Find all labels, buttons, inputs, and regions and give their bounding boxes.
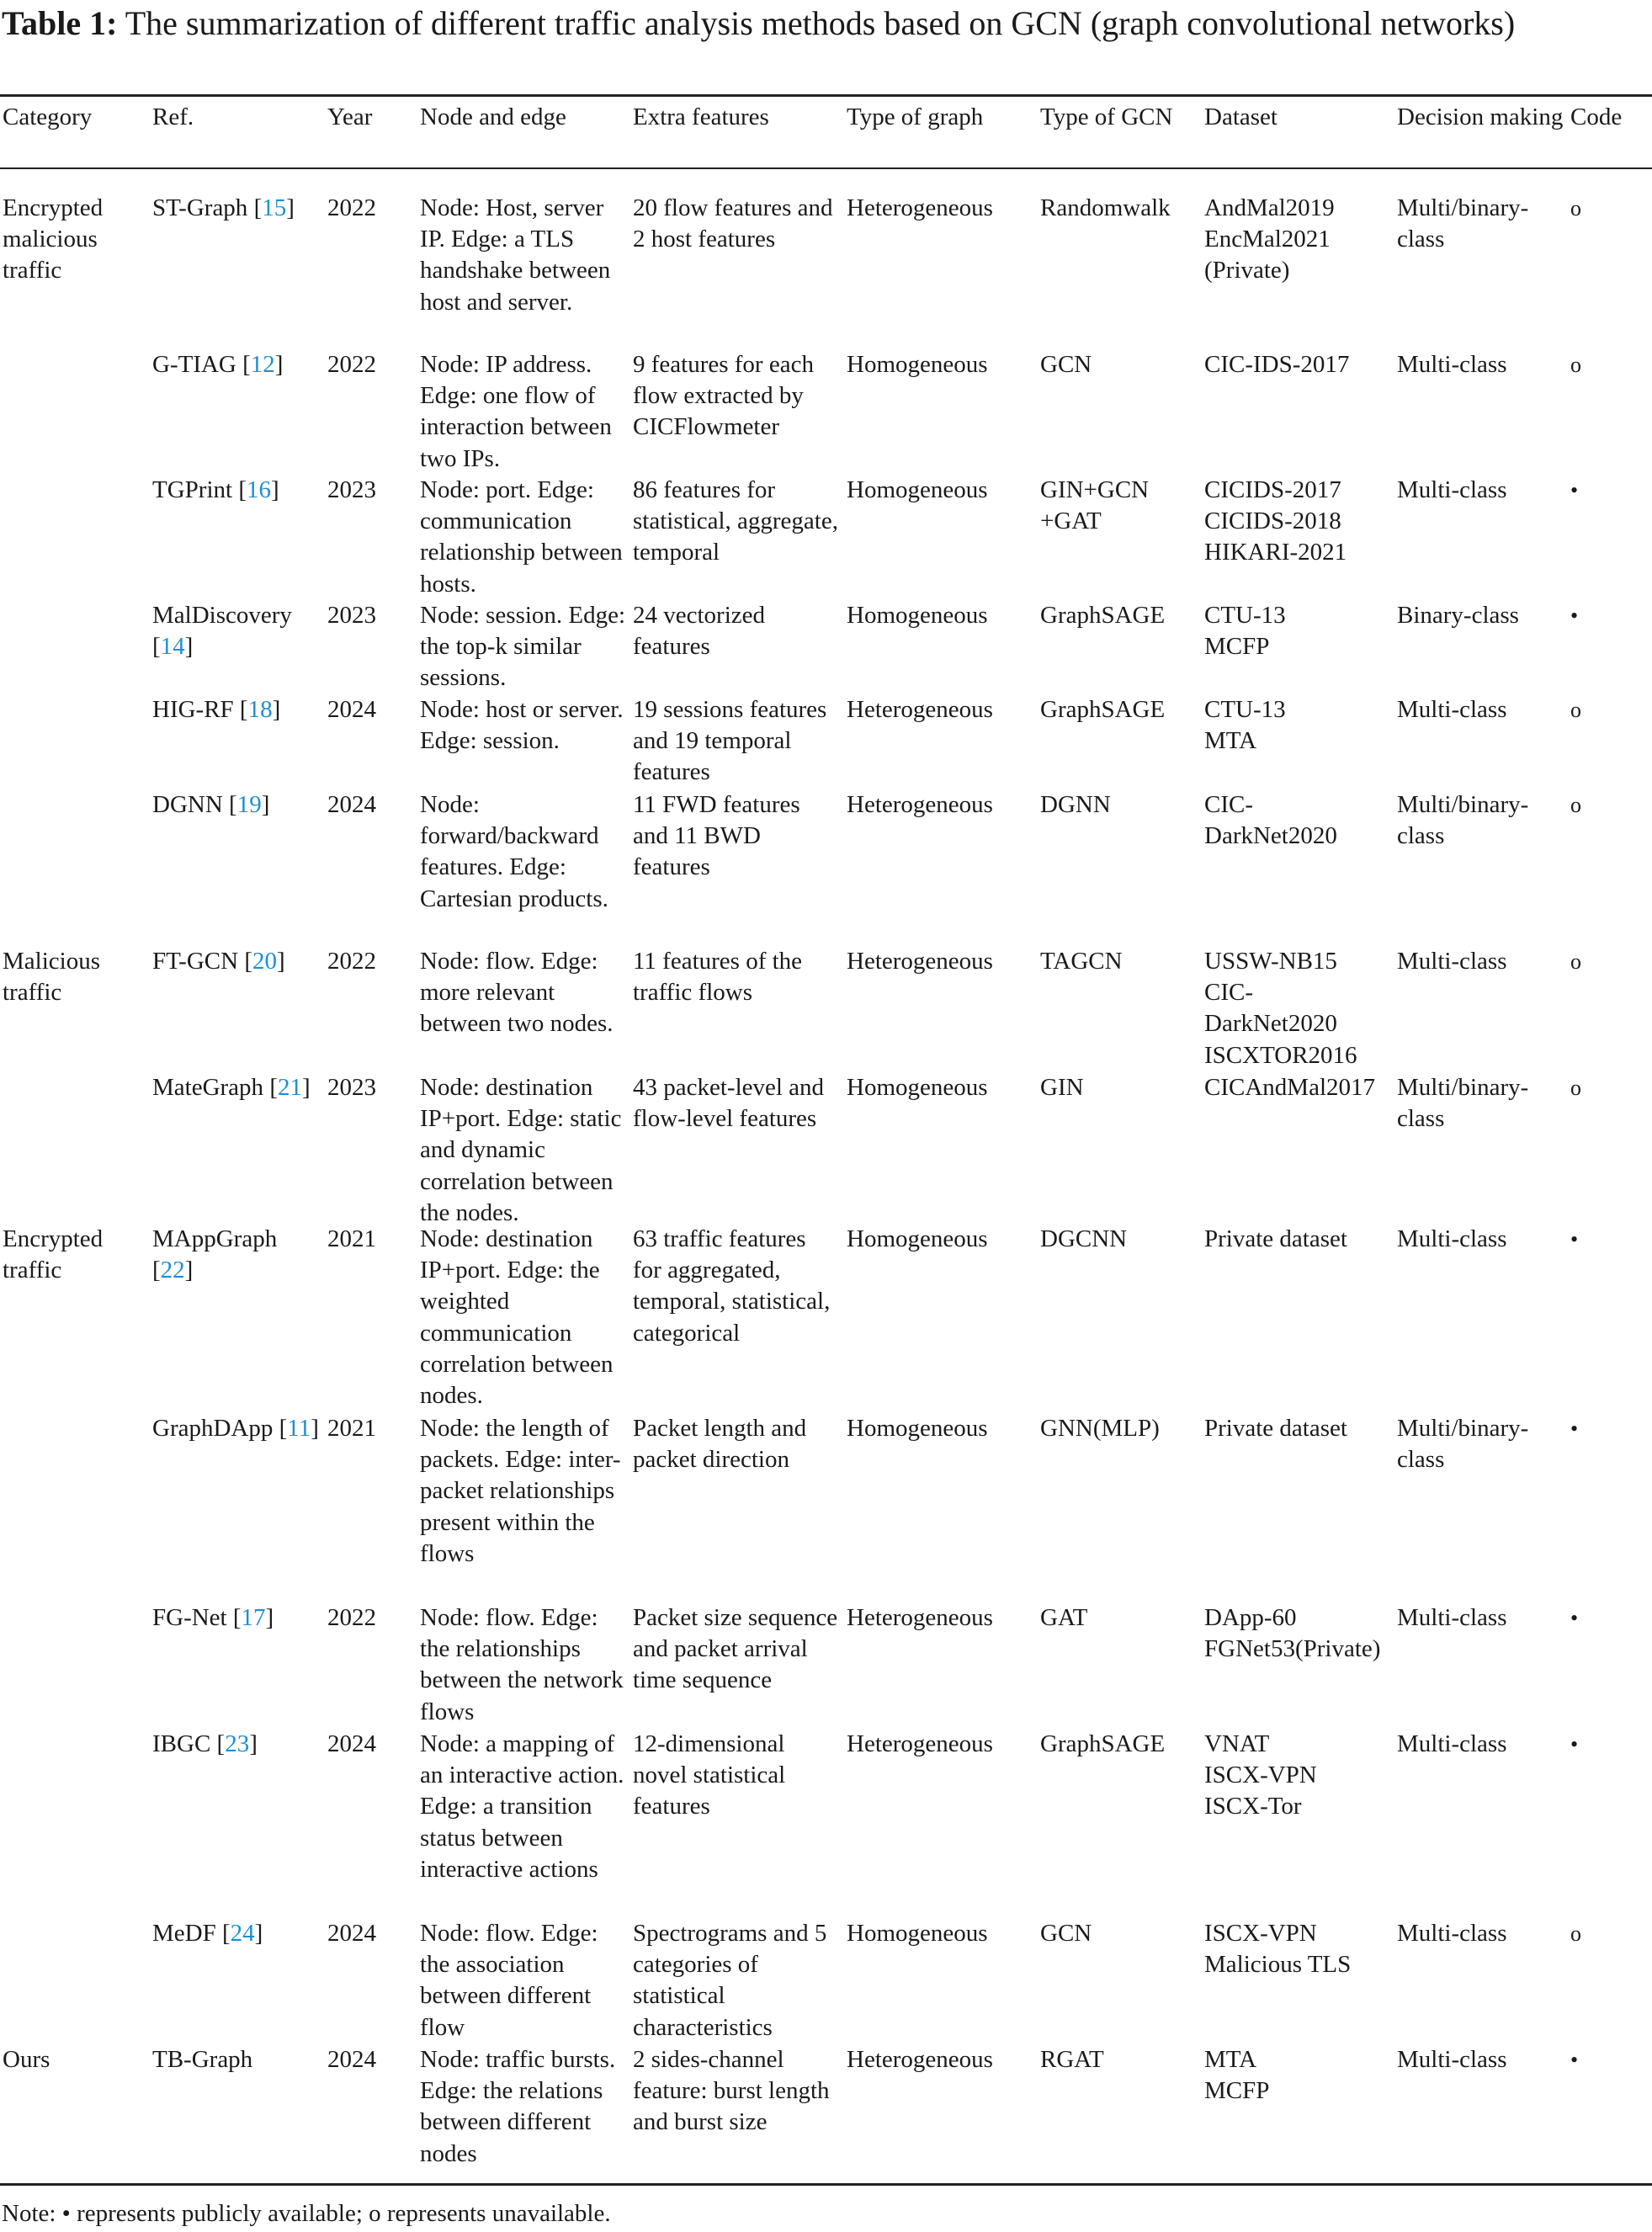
cell-extra-features: 19 sessions features and 19 temporal features — [633, 696, 827, 786]
cell-node-edge: Node: host or server. Edge: session. — [420, 696, 624, 755]
dataset-line: Private dataset — [1204, 1415, 1347, 1442]
dataset-line: CIC- — [1204, 791, 1253, 818]
citation-link[interactable]: 21 — [277, 1074, 302, 1101]
cell-code: o — [1570, 1076, 1581, 1100]
dataset-line: VNAT — [1204, 1730, 1270, 1757]
header-year: Year — [327, 104, 373, 130]
cell-node-edge: Node: a mapping of an interactive action. Edge: a transition status between interactive actions — [420, 1730, 624, 1883]
cell-extra-features: 20 flow features and 2 host features — [633, 194, 833, 253]
cell-dataset — [1204, 1413, 1398, 1444]
cell-decision-making: Multi/binary-class — [1397, 1415, 1529, 1474]
citation-link[interactable]: 12 — [250, 351, 275, 378]
cell-dataset — [1204, 349, 1398, 380]
cell-extra-features: 2 sides-channel feature: burst length and burst size — [633, 2046, 830, 2136]
cell-type-of-graph: Heterogeneous — [847, 1604, 993, 1631]
cell-code: o — [1570, 1921, 1581, 1946]
dataset-line: CICAndMal2017 — [1204, 1074, 1375, 1101]
cell-node-edge: Node: destination IP+port. Edge: the weighted communication correlation between nodes. — [420, 1225, 614, 1410]
dataset-line: DarkNet2020 — [1204, 822, 1337, 850]
bottom-rule — [0, 2183, 1652, 2186]
citation-link[interactable]: 22 — [160, 1257, 185, 1284]
cell-extra-features: 86 features for statistical, aggregate, temporal — [633, 476, 838, 566]
dataset-line: AndMal2019 — [1204, 194, 1335, 221]
cell-year: 2022 — [327, 194, 376, 221]
cell-year: 2021 — [327, 1415, 376, 1442]
dataset-line: ISCX-Tor — [1204, 1793, 1302, 1820]
cell-extra-features: 9 features for each flow extracted by CICFlowmeter — [633, 351, 814, 441]
cell-decision-making: Multi-class — [1397, 1604, 1507, 1631]
cell-code: o — [1570, 698, 1581, 722]
cell-node-edge: Node: the length of packets. Edge: inter-packet relationships present within the flows — [420, 1415, 621, 1567]
cell-type-of-gcn: DGNN — [1040, 791, 1111, 818]
cell-dataset — [1204, 789, 1398, 852]
cell-code: • — [1570, 2048, 1579, 2072]
cell-dataset — [1204, 1224, 1398, 1255]
cell-code: o — [1570, 353, 1581, 377]
citation-link[interactable]: 17 — [241, 1604, 266, 1631]
ref-name: G-TIAG — [152, 351, 236, 378]
cell-ref: GraphDApp [11] — [152, 1415, 319, 1442]
dataset-line: ISCXTOR2016 — [1204, 1041, 1357, 1069]
header-category: Category — [3, 104, 93, 130]
cell-ref: FG-Net [17] — [152, 1604, 274, 1631]
ref-name: HIG-RF — [152, 696, 234, 723]
cell-type-of-gcn: GAT — [1040, 1604, 1088, 1631]
cell-node-edge: Node: flow. Edge: the relationships between the network flows — [420, 1604, 624, 1725]
cell-decision-making: Multi-class — [1397, 1730, 1507, 1757]
cell-type-of-graph: Homogeneous — [847, 1074, 988, 1101]
cell-extra-features: 43 packet-level and flow-level features — [633, 1074, 825, 1133]
cell-code: • — [1570, 1416, 1579, 1441]
cell-ref: MAppGraph [22] — [152, 1225, 278, 1284]
ref-name: FG-Net — [152, 1604, 227, 1631]
cell-year: 2024 — [327, 2046, 376, 2073]
ref-name: MAppGraph — [152, 1225, 278, 1252]
dataset-line: Private dataset — [1204, 1225, 1347, 1252]
cell-decision-making: Multi-class — [1397, 1920, 1507, 1947]
header-code: Code — [1570, 104, 1623, 130]
cell-type-of-gcn: GCN — [1040, 1920, 1092, 1947]
ref-name: TB-Graph — [152, 2046, 253, 2073]
cell-type-of-graph: Homogeneous — [847, 1415, 988, 1442]
header-rule — [0, 167, 1652, 169]
table-header — [0, 102, 1652, 166]
dataset-line: DApp-60 — [1204, 1604, 1297, 1631]
cell-extra-features: 12-dimensional novel statistical features — [633, 1730, 786, 1820]
cell-type-of-gcn: GIN+GCN +GAT — [1040, 476, 1150, 535]
dataset-line: Malicious TLS — [1204, 1951, 1352, 1979]
cell-type-of-graph: Homogeneous — [847, 351, 988, 378]
dataset-line: EncMal2021 — [1204, 226, 1331, 253]
cell-decision-making: Binary-class — [1397, 602, 1519, 629]
dataset-line: USSW-NB15 — [1204, 948, 1337, 975]
cell-type-of-gcn: Randomwalk — [1040, 194, 1171, 221]
dataset-line: CICIDS-2017 — [1204, 476, 1341, 503]
cell-type-of-gcn: RGAT — [1040, 2046, 1104, 2073]
dataset-line: HIKARI-2021 — [1204, 539, 1347, 566]
citation-link[interactable]: 23 — [225, 1730, 250, 1757]
cell-dataset — [1204, 694, 1398, 757]
dataset-line: MTA — [1204, 2046, 1257, 2073]
citation-link[interactable]: 18 — [247, 696, 273, 723]
cell-decision-making: Multi-class — [1397, 696, 1507, 723]
cell-type-of-gcn: GraphSAGE — [1040, 696, 1166, 723]
cell-year: 2023 — [327, 476, 376, 503]
cell-year: 2022 — [327, 948, 376, 975]
cell-type-of-gcn: GIN — [1040, 1074, 1084, 1101]
table-caption-text: The summarization of different traffic analysis methods based on GCN (graph convolutional networks) — [125, 4, 1516, 42]
ref-name: GraphDApp — [152, 1415, 274, 1442]
cell-decision-making: Multi-class — [1397, 948, 1507, 975]
cell-code: o — [1570, 949, 1581, 974]
cell-dataset — [1204, 1072, 1398, 1103]
cell-type-of-gcn: GCN — [1040, 351, 1092, 378]
ref-name: MateGraph — [152, 1074, 264, 1101]
ref-name: TGPrint — [152, 476, 233, 503]
cell-type-of-graph: Homogeneous — [847, 602, 988, 629]
cell-node-edge: Node: traffic bursts. Edge: the relations between different nodes — [420, 2046, 616, 2167]
header-ref: Ref. — [152, 104, 194, 130]
cell-category: Malicious traffic — [3, 948, 100, 1007]
cell-code: o — [1570, 793, 1581, 817]
table-caption-label: Table 1: — [2, 4, 118, 42]
citation-link[interactable]: 20 — [252, 948, 277, 975]
ref-name: FT-GCN — [152, 948, 239, 975]
cell-year: 2022 — [327, 1604, 376, 1631]
cell-ref: MeDF [24] — [152, 1920, 263, 1947]
cell-node-edge: Node: port. Edge: communication relationship between hosts. — [420, 476, 623, 598]
header-decision-making: Decision making — [1397, 104, 1564, 130]
cell-node-edge: Node: destination IP+port. Edge: static and dynamic correlation between the nodes. — [420, 1074, 622, 1226]
dataset-line: CICIDS-2018 — [1204, 508, 1341, 535]
cell-extra-features: 24 vectorized features — [633, 602, 766, 661]
cell-type-of-gcn: TAGCN — [1040, 948, 1123, 975]
cell-ref: MalDiscovery [14] — [152, 602, 292, 661]
ref-name: IBGC — [152, 1730, 211, 1757]
dataset-line: MCFP — [1204, 2077, 1270, 2105]
cell-year: 2024 — [327, 696, 376, 723]
cell-node-edge: Node: flow. Edge: more relevant between two nodes. — [420, 948, 614, 1038]
cell-dataset — [1204, 1918, 1398, 1980]
cell-type-of-graph: Homogeneous — [847, 1225, 988, 1252]
cell-dataset — [1204, 193, 1398, 287]
cell-ref: G-TIAG [12] — [152, 351, 284, 378]
table-note: Note: • represents publicly available; o represents unavailable. — [2, 2200, 611, 2227]
cell-type-of-graph: Heterogeneous — [847, 1730, 993, 1757]
cell-ref: HIG-RF [18] — [152, 696, 281, 723]
ref-name: MeDF — [152, 1920, 216, 1947]
cell-dataset — [1204, 946, 1398, 1071]
cell-type-of-graph: Heterogeneous — [847, 696, 993, 723]
header-type-of-gcn: Type of GCN — [1040, 104, 1173, 130]
header-dataset: Dataset — [1204, 104, 1278, 130]
cell-code: • — [1570, 603, 1579, 628]
citation-link[interactable]: 15 — [262, 194, 287, 221]
cell-extra-features: Packet size sequence and packet arrival time sequence — [633, 1604, 838, 1694]
top-rule — [0, 94, 1652, 97]
cell-year: 2023 — [327, 602, 376, 629]
citation-link[interactable]: 19 — [236, 791, 262, 818]
dataset-line: CTU-13 — [1204, 602, 1286, 629]
cell-type-of-graph: Heterogeneous — [847, 2046, 993, 2073]
cell-category: Ours — [3, 2046, 50, 2073]
cell-ref: TGPrint [16] — [152, 476, 279, 503]
cell-extra-features: Spectrograms and 5 categories of statistical characteristics — [633, 1920, 827, 2041]
cell-dataset — [1204, 1602, 1398, 1665]
cell-decision-making: Multi-class — [1397, 351, 1507, 378]
cell-category: Encrypted traffic — [3, 1225, 104, 1284]
dataset-line: ISCX-VPN — [1204, 1920, 1317, 1947]
cell-decision-making: Multi-class — [1397, 476, 1507, 503]
cell-type-of-gcn: GraphSAGE — [1040, 1730, 1166, 1757]
cell-type-of-gcn: GraphSAGE — [1040, 602, 1166, 629]
citation-link[interactable]: 14 — [160, 633, 185, 661]
cell-code: • — [1570, 1732, 1579, 1756]
cell-dataset — [1204, 600, 1398, 662]
cell-type-of-gcn: DGCNN — [1040, 1225, 1128, 1252]
cell-ref: FT-GCN [20] — [152, 948, 285, 975]
header-node-edge: Node and edge — [420, 104, 566, 130]
ref-name: DGNN — [152, 791, 223, 818]
cell-decision-making: Multi-class — [1397, 2046, 1507, 2073]
cell-decision-making: Multi/binary-class — [1397, 1074, 1529, 1133]
citation-link[interactable]: 11 — [287, 1415, 311, 1442]
cell-type-of-graph: Homogeneous — [847, 1920, 988, 1947]
cell-dataset — [1204, 2044, 1398, 2107]
dataset-line: CIC-IDS-2017 — [1204, 351, 1350, 378]
cell-node-edge: Node: IP address. Edge: one flow of interaction between two IPs. — [420, 351, 612, 472]
cell-code: • — [1570, 1227, 1579, 1252]
cell-dataset — [1204, 1729, 1398, 1823]
cell-decision-making: Multi/binary-class — [1397, 791, 1529, 850]
cell-ref: ST-Graph [15] — [152, 194, 295, 221]
ref-name: ST-Graph — [152, 194, 248, 221]
dataset-line: CIC- — [1204, 979, 1253, 1007]
cell-extra-features: Packet length and packet direction — [633, 1415, 807, 1474]
cell-ref: IBGC [23] — [152, 1730, 258, 1757]
dataset-line: MCFP — [1204, 633, 1270, 661]
cell-year: 2022 — [327, 351, 376, 378]
dataset-line: FGNet53(Private) — [1204, 1635, 1381, 1663]
cell-decision-making: Multi/binary-class — [1397, 194, 1529, 253]
cell-code: • — [1570, 478, 1579, 502]
dataset-line: MTA — [1204, 727, 1257, 755]
dataset-line: CTU-13 — [1204, 696, 1286, 723]
cell-node-edge: Node: forward/backward features. Edge: Cartesian products. — [420, 791, 608, 912]
cell-year: 2023 — [327, 1074, 376, 1101]
cell-node-edge: Node: flow. Edge: the association between different flow — [420, 1920, 598, 2041]
cell-type-of-graph: Heterogeneous — [847, 948, 993, 975]
dataset-line: (Private) — [1204, 257, 1290, 284]
cell-decision-making: Multi-class — [1397, 1225, 1507, 1252]
cell-ref: MateGraph [21] — [152, 1074, 311, 1101]
cell-ref — [152, 2044, 321, 2075]
cell-type-of-graph: Heterogeneous — [847, 194, 993, 221]
cell-node-edge: Node: session. Edge: the top-k similar sessions. — [420, 602, 626, 692]
cell-code: • — [1570, 1606, 1579, 1630]
dataset-line: ISCX-VPN — [1204, 1762, 1317, 1789]
dataset-line: DarkNet2020 — [1204, 1010, 1337, 1038]
cell-year: 2024 — [327, 1730, 376, 1757]
cell-year: 2024 — [327, 791, 376, 818]
cell-extra-features: 11 features of the traffic flows — [633, 948, 803, 1007]
cell-extra-features: 63 traffic features for aggregated, temporal, statistical, categorical — [633, 1225, 831, 1347]
cell-type-of-graph: Heterogeneous — [847, 791, 993, 818]
cell-code: o — [1570, 196, 1581, 221]
cell-type-of-gcn: GNN(MLP) — [1040, 1415, 1160, 1442]
cell-year: 2021 — [327, 1225, 376, 1252]
ref-name: MalDiscovery — [152, 602, 292, 629]
citation-link[interactable]: 16 — [246, 476, 271, 503]
header-type-of-graph: Type of graph — [847, 104, 984, 130]
cell-category: Encrypted malicious traffic — [3, 194, 104, 284]
cell-year: 2024 — [327, 1920, 376, 1947]
header-extra-features: Extra features — [633, 104, 769, 130]
cell-node-edge: Node: Host, server IP. Edge: a TLS handshake between host and server. — [420, 194, 611, 316]
cell-dataset — [1204, 475, 1398, 569]
cell-type-of-graph: Homogeneous — [847, 476, 988, 503]
cell-ref: DGNN [19] — [152, 791, 270, 818]
cell-extra-features: 11 FWD features and 11 BWD features — [633, 791, 800, 881]
table-caption — [2, 2, 1647, 45]
citation-link[interactable]: 24 — [230, 1920, 255, 1947]
